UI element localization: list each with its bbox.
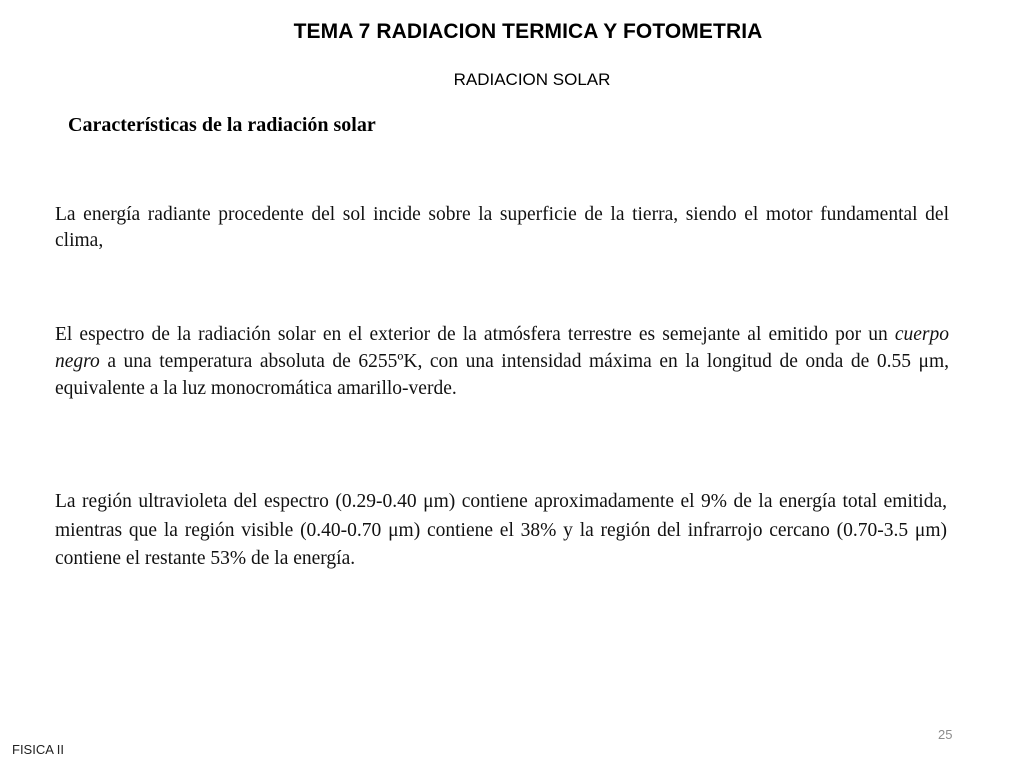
slide-title: TEMA 7 RADIACION TERMICA Y FOTOMETRIA (293, 20, 763, 43)
footer-label: FISICA II (12, 742, 65, 757)
paragraph-text: a una temperatura absoluta de 6255ºK, con una intensidad máxima en la longitud de onda de 0.55 μm, equivalente a la luz monocromática amarillo-verde. (55, 351, 949, 399)
paragraph-text: El espectro de la radiación solar en el exterior de la atmósfera terrestre es semejante al emitido por un (55, 324, 895, 345)
emphasized-term: cuerpo negro (55, 324, 949, 372)
page-number: 25 (938, 727, 953, 742)
paragraph-solar-spectrum (55, 321, 949, 402)
paragraph-spectral-regions: La región ultravioleta del espectro (0.29-0.40 μm) contiene aproximadamente el 9% de la energía total emitida, mientras que la región visible (0.40-0.70 μm) contiene el 38% y la región del infrarrojo cercano (0.70-3.5 μm) contiene el restante 53% de la energía. (55, 491, 947, 569)
slide-subtitle: RADIACION SOLAR (453, 70, 611, 89)
paragraph-energy-source: La energía radiante procedente del sol incide sobre la superficie de la tierra, siendo el motor fundamental del clima, (55, 204, 949, 251)
section-heading: Características de la radiación solar (68, 114, 376, 136)
